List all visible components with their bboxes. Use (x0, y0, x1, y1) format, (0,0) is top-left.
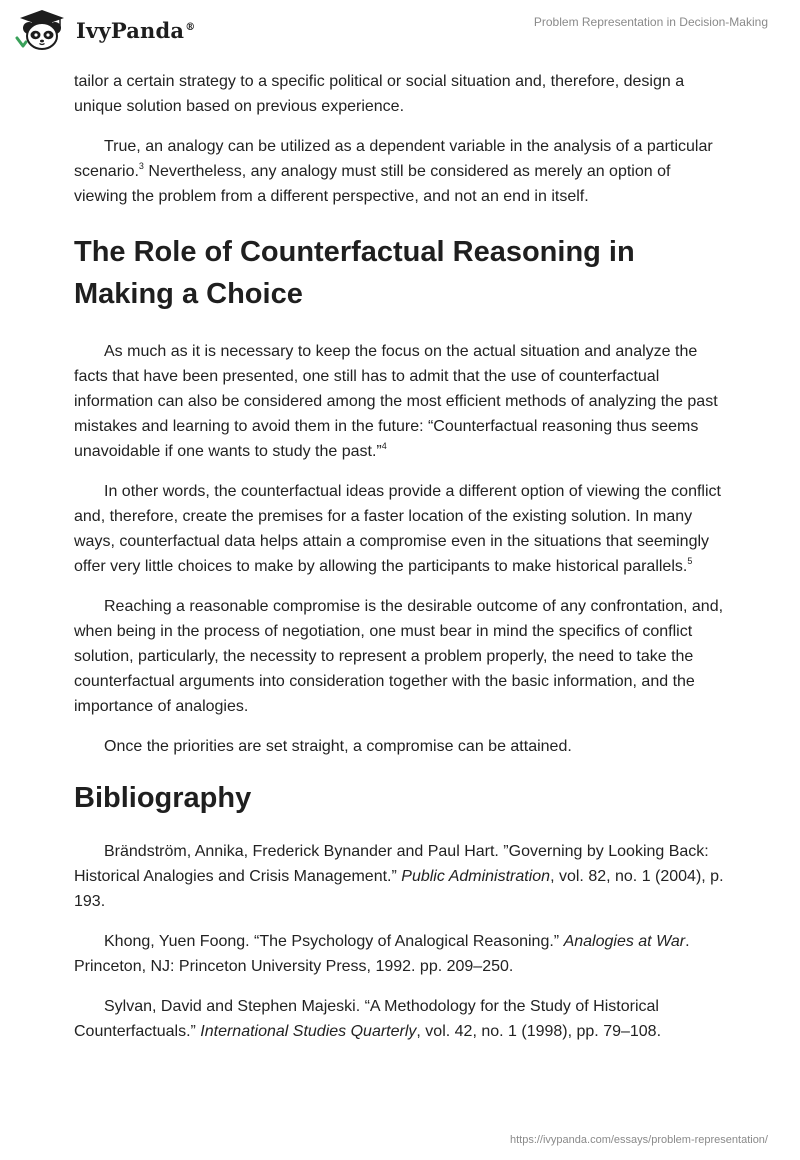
bibliography-entry: Khong, Yuen Foong. “The Psychology of Analogical Reasoning.” Analogies at War. Princeton, NJ: Princeton University Press, 1992. pp. 209–250. (74, 933, 690, 975)
paragraph: As much as it is necessary to keep the focus on the actual situation and analyze the facts that have been presented, one still has to admit that the use of counterfactual information can also be considered among the most efficient methods of analyzing the past mistakes and learning to avoid them in the future: “Counterfactual reasoning thus seems unavoidable if one wants to study the past.”$^4$ (74, 343, 718, 460)
panda-graduate-icon (14, 8, 70, 52)
source-url[interactable]: https://ivypanda.com/essays/problem-representation/ (509, 1134, 768, 1146)
brand-logo[interactable] (14, 8, 195, 52)
section-heading: The Role of Counterfactual Reasoning in Making a Choice (74, 236, 635, 310)
bibliography-heading: Bibliography (74, 782, 252, 814)
footnote-ref[interactable]: 4 (381, 440, 387, 451)
paragraph: Once the priorities are set straight, a compromise can be attained. (104, 738, 572, 755)
bibliography-entry: Brändström, Annika, Frederick Bynander and Paul Hart. ”Governing by Looking Back: Historical Analogies and Crisis Management.” Public Administration, vol. 82, no. 1 (2004), p. 193. (74, 843, 724, 910)
footnote-ref[interactable]: 3 (138, 160, 144, 171)
paragraph: True, an analogy can be utilized as a dependent variable in the analysis of a particular scenario.$^3$ Nevertheless, any analogy must still be considered as merely an option of viewing the problem from a different perspective, and not an end in itself. (74, 138, 713, 205)
running-title: Problem Representation in Decision-Making (533, 15, 768, 29)
paragraph: tailor a certain strategy to a specific political or social situation and, therefore, design a unique solution based on previous experience. (74, 73, 685, 115)
brand-name: IvyPanda® (76, 17, 196, 43)
footnote-ref[interactable]: 5 (687, 555, 693, 566)
paragraph: Reaching a reasonable compromise is the desirable outcome of any confrontation, and, when being in the process of negotiation, one must bear in mind the specifics of conflict solution, particularly, the necessity to represent a problem properly, the need to take the counterfactual arguments into consideration together with the basic information, and the importance of analogies. (74, 598, 724, 715)
bibliography-entry: Sylvan, David and Stephen Majeski. “A Methodology for the Study of Historical Counterfactuals.” International Studies Quarterly, vol. 42, no. 1 (1998), pp. 79–108. (74, 998, 662, 1040)
page-header (0, 0, 800, 60)
article-body (74, 69, 724, 1059)
paragraph: In other words, the counterfactual ideas provide a different option of viewing the conflict and, therefore, create the premises for a faster location of the existing solution. In many ways, counterfactual data helps attain a compromise even in the situations that seemingly offer very little choices to make by allowing the participants to make historical parallels.$^5$ (74, 483, 721, 575)
